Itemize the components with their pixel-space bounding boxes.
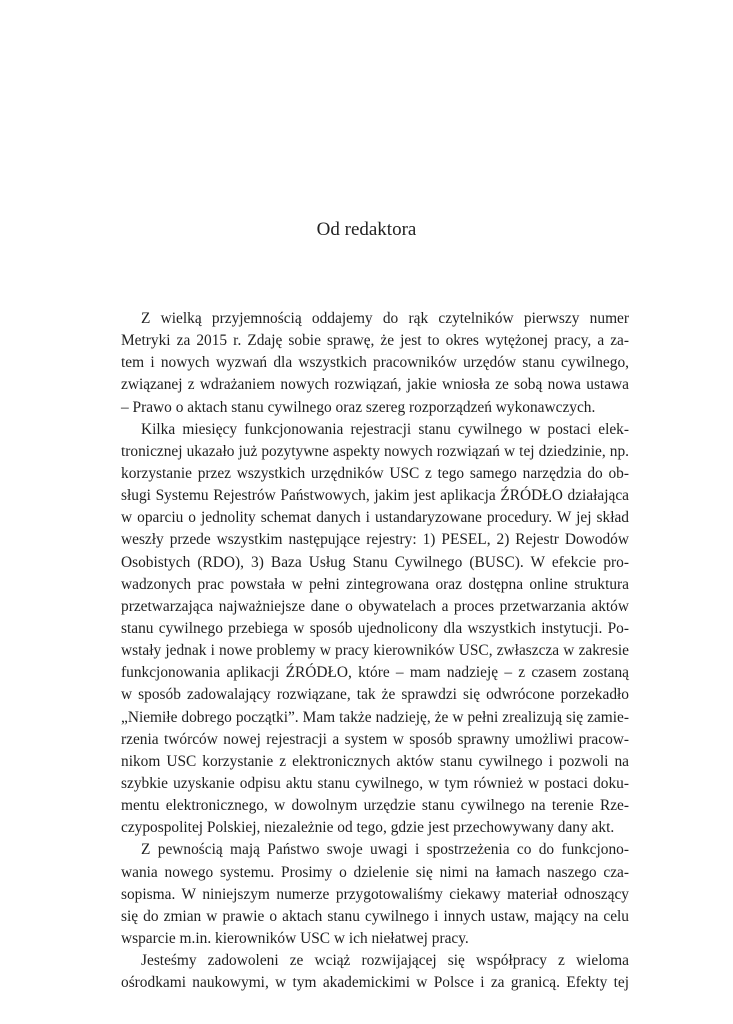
text-line: Jesteśmy zadowoleni ze wciąż rozwijającej się współpracy z wieloma bbox=[141, 952, 629, 970]
text-line: tronicznej ukazało już pozytywne aspekty nowych rozwiązań w tej dziedzinie, np. bbox=[121, 442, 629, 460]
text-line: tem i nowych wyzwań dla wszystkich pracowników urzędów stanu cywilnego, bbox=[121, 354, 629, 372]
text-line: stanu cywilnego przebiega w sposób ujednolicony dla wszystkich instytucji. Po- bbox=[121, 619, 629, 637]
text-line: się do zmian w prawie o aktach stanu cywilnego i innych ustaw, mający na celu bbox=[121, 907, 629, 925]
text-line: szybkie uzyskanie odpisu aktu stanu cywilnego, w tym również w postaci doku- bbox=[121, 774, 629, 792]
text-line: korzystanie przez wszystkich urzędników USC z tego samego narzędzia do ob- bbox=[121, 464, 629, 482]
article-body bbox=[121, 308, 629, 994]
text-line: sopisma. W niniejszym numerze przygotowaliśmy ciekawy materiał odnoszący bbox=[121, 885, 629, 903]
text-line: Z pewnością mają Państwo swoje uwagi i spostrzeżenia co do funkcjono- bbox=[141, 841, 629, 859]
text-line: funkcjonowania aplikacji ŹRÓDŁO, które – mam nadzieję – z czasem zostaną bbox=[121, 664, 629, 682]
paragraph bbox=[121, 839, 629, 950]
text-line: Metryki za 2015 r. Zdaję sobie sprawę, że jest to okres wytężonej pracy, a za- bbox=[121, 332, 629, 350]
text-line: przetwarzająca najważniejsze dane o obywatelach a proces przetwarzania aktów bbox=[121, 597, 629, 615]
text-line: w sposób zadowalający rozwiązane, tak że sprawdzi się odwrócone porzekadło bbox=[121, 686, 629, 704]
text-line: ośrodkami naukowymi, w tym akademickimi w Polsce i za granicą. Efekty tej bbox=[121, 974, 629, 992]
text-line: Osobistych (RDO), 3) Baza Usług Stanu Cywilnego (BUSC). W efekcie pro- bbox=[121, 553, 629, 571]
text-line: rzenia twórców nowej rejestracji a system w sposób sprawny umożliwi pracow- bbox=[121, 730, 629, 748]
text-line: Z wielką przyjemnością oddajemy do rąk czytelników pierwszy numer bbox=[141, 310, 629, 327]
text-line: wstały jednak i nowe problemy w pracy kierowników USC, zwłaszcza w zakresie bbox=[121, 642, 629, 660]
text-line: w oparciu o jednolity schemat danych i ustandaryzowane procedury. W jej skład bbox=[121, 509, 629, 527]
text-line: „Niemiłe dobrego początki”. Mam także nadzieję, że w pełni zrealizują się zamie- bbox=[121, 708, 629, 726]
text-line: wania nowego systemu. Prosimy o dzielenie się nimi na łamach naszego cza- bbox=[121, 863, 629, 881]
paragraph bbox=[121, 308, 629, 419]
text-line: sługi Systemu Rejestrów Państwowych, jakim jest aplikacja ŹRÓDŁO działająca bbox=[121, 487, 629, 505]
text-line: nikom USC korzystanie z elektronicznych aktów stanu cywilnego i pozwoli na bbox=[121, 752, 629, 770]
text-line: czypospolitej Polskiej, niezależnie od tego, gdzie jest przechowywany dany akt. bbox=[121, 819, 615, 837]
text-line: wsparcie m.in. kierowników USC w ich niełatwej pracy. bbox=[121, 929, 469, 947]
text-line: – Prawo o aktach stanu cywilnego oraz szereg rozporządzeń wykonawczych. bbox=[121, 398, 596, 416]
page-title: Od redaktora bbox=[316, 219, 417, 240]
text-line: związanej z wdrażaniem nowych rozwiązań, jakie wniosła ze sobą nowa ustawa bbox=[121, 376, 629, 394]
text-line: Kilka miesięcy funkcjonowania rejestracji stanu cywilnego w postaci elek- bbox=[141, 420, 629, 438]
text-line: mentu elektronicznego, w dowolnym urzędzie stanu cywilnego na terenie Rze- bbox=[121, 797, 629, 815]
text-line: wadzonych prac powstała w pełni zintegrowana oraz dostępna online struktura bbox=[121, 575, 629, 593]
paragraph bbox=[121, 419, 629, 840]
text-line: weszły przede wszystkim następujące rejestry: 1) PESEL, 2) Rejestr Dowodów bbox=[121, 531, 629, 549]
paragraph bbox=[121, 950, 629, 994]
